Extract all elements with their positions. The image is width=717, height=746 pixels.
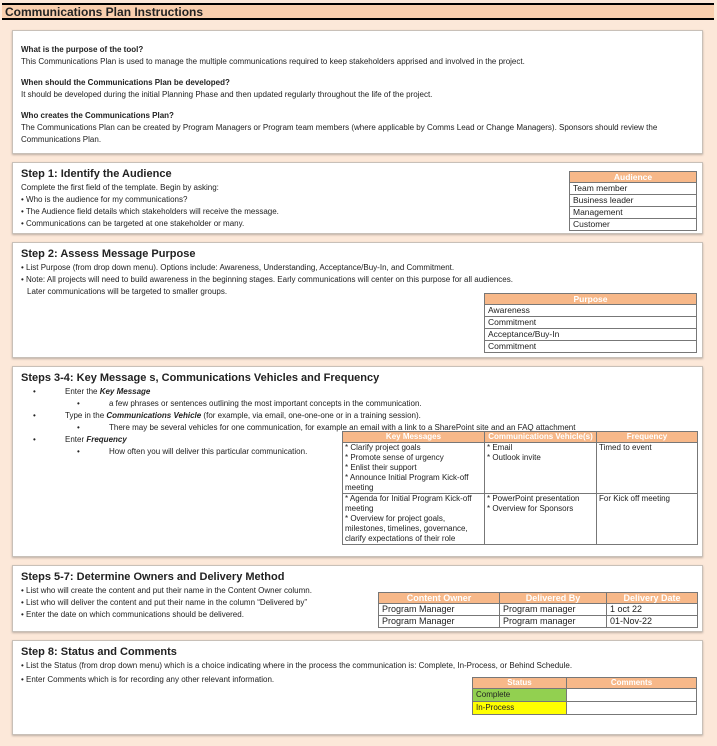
purpose-table	[484, 293, 697, 353]
table-cell[interactable]: Program manager	[500, 616, 607, 628]
emphasis: Key Message	[99, 387, 151, 396]
answer: It should be developed during the initial Planning Phase and then updated regularly throughout the life of the project.	[21, 90, 433, 99]
step2-panel	[12, 242, 703, 358]
column-header: Comments	[567, 678, 697, 689]
column-header: Key Messages	[343, 432, 485, 443]
column-header: Communications Vehicle(s)	[485, 432, 597, 443]
bullet: • Enter Comments which is for recording any other relevant information.	[21, 675, 275, 684]
table-cell[interactable]: Program Manager	[379, 616, 500, 628]
text: Enter the	[65, 387, 100, 396]
question: Who creates the Communications Plan?	[21, 111, 174, 120]
bullet-mark: •	[33, 411, 36, 420]
bullet-mark: •	[77, 447, 80, 456]
step-title: Steps 5-7: Determine Owners and Delivery Method	[21, 571, 285, 583]
status-cell[interactable]: Complete	[473, 689, 567, 702]
comments-cell[interactable]	[567, 689, 697, 702]
column-header: Purpose	[485, 294, 697, 305]
page-title: Communications Plan Instructions	[2, 3, 714, 20]
step-title: Step 1: Identify the Audience	[21, 168, 172, 180]
table-cell[interactable]: * Email * Outlook invite	[485, 443, 597, 494]
bullet-mark: •	[33, 435, 36, 444]
step1-panel	[12, 162, 703, 234]
table-cell[interactable]: Timed to event	[597, 443, 698, 494]
table-cell[interactable]: Awareness	[485, 305, 697, 317]
question: When should the Communications Plan be developed?	[21, 78, 230, 87]
step-title: Steps 3-4: Key Message s, Communications Vehicles and Frequency	[21, 372, 380, 384]
table-cell[interactable]: * Agenda for Initial Program Kick-off meeting * Overview for project goals, milestones, timelines, governance, clarify expectations of their role	[343, 494, 485, 545]
table-cell[interactable]: Commitment	[485, 341, 697, 353]
text: (for example, via email, one-one-one or in a training session).	[201, 411, 421, 420]
text: There may be several vehicles for one communication, for example an email with a link to a SharePoint site and an FAQ attachment	[109, 423, 576, 432]
question: What is the purpose of the tool?	[21, 45, 144, 54]
column-header: Delivery Date	[607, 593, 698, 604]
table-cell[interactable]: Acceptance/Buy-In	[485, 329, 697, 341]
step-text: Complete the first field of the template. Begin by asking:	[21, 183, 219, 192]
comments-cell[interactable]	[567, 702, 697, 715]
table-cell[interactable]: Team member	[570, 183, 697, 195]
bullet-mark: •	[77, 423, 80, 432]
bullet-mark: •	[33, 387, 36, 396]
table-cell[interactable]: Customer	[570, 219, 697, 231]
bullet: • Enter the date on which communications should be delivered.	[21, 610, 244, 619]
bullet: • List Purpose (from drop down menu). Options include: Awareness, Understanding, Acceptance/Buy-In, and Commitment.	[21, 263, 455, 272]
column-header: Content Owner	[379, 593, 500, 604]
table-cell[interactable]: * PowerPoint presentation * Overview for Sponsors	[485, 494, 597, 545]
bullet: • Note: All projects will need to build awareness in the beginning stages. Early communications will center on this purpose for all audiences.	[21, 275, 513, 284]
text: How often you will deliver this particular communication.	[109, 447, 308, 456]
step34-panel	[12, 366, 703, 557]
table-cell[interactable]: Business leader	[570, 195, 697, 207]
step57-panel	[12, 565, 703, 632]
answer: The Communications Plan can be created by Program Managers or Program team members (where applicable by Comms Lead or Change Managers). Sponsors should review the Communications Plan.	[21, 123, 658, 144]
table-cell[interactable]: * Clarify project goals * Promote sense of urgency * Enlist their support * Announce Initial Program Kick-off meeting	[343, 443, 485, 494]
bullet: Later communications will be targeted to smaller groups.	[27, 287, 228, 296]
key-messages-table	[342, 431, 698, 545]
column-header: Status	[473, 678, 567, 689]
table-cell[interactable]: For Kick off meeting	[597, 494, 698, 545]
text: Enter	[65, 435, 87, 444]
step-title: Step 2: Assess Message Purpose	[21, 248, 196, 260]
text: Type in the	[65, 411, 107, 420]
table-cell[interactable]: Management	[570, 207, 697, 219]
table-cell[interactable]: Program Manager	[379, 604, 500, 616]
column-header: Frequency	[597, 432, 698, 443]
text: a few phrases or sentences outlining the most important concepts in the communication.	[109, 399, 422, 408]
step8-panel	[12, 640, 703, 735]
owners-table	[378, 592, 698, 628]
bullet: • Communications can be targeted at one stakeholder or many.	[21, 219, 245, 228]
column-header: Audience	[570, 172, 697, 183]
status-cell[interactable]: In-Process	[473, 702, 567, 715]
bullet: • List the Status (from drop down menu) which is a choice indicating where in the process the communication is: Complete, In-Process, or Behind Schedule.	[21, 661, 573, 670]
bullet-mark: •	[77, 399, 80, 408]
status-table	[472, 677, 697, 715]
bullet: • List who will create the content and put their name in the Content Owner column.	[21, 586, 312, 595]
emphasis: Frequency	[86, 435, 127, 444]
column-header: Delivered By	[500, 593, 607, 604]
step-title: Step 8: Status and Comments	[21, 646, 177, 658]
table-cell[interactable]: 1 oct 22	[607, 604, 698, 616]
table-cell[interactable]: 01-Nov-22	[607, 616, 698, 628]
bullet: • List who will deliver the content and put their name in the column “Delivered by”	[21, 598, 308, 607]
bullet: • The Audience field details which stakeholders will receive the message.	[21, 207, 279, 216]
table-cell[interactable]: Program manager	[500, 604, 607, 616]
bullet: • Who is the audience for my communications?	[21, 195, 188, 204]
table-cell[interactable]: Commitment	[485, 317, 697, 329]
emphasis: Communications Vehicle	[106, 411, 202, 420]
answer: This Communications Plan is used to manage the multiple communications required to keep stakeholders apprised and involved in the project.	[21, 57, 525, 66]
audience-table	[569, 171, 697, 231]
intro-panel	[12, 30, 703, 154]
